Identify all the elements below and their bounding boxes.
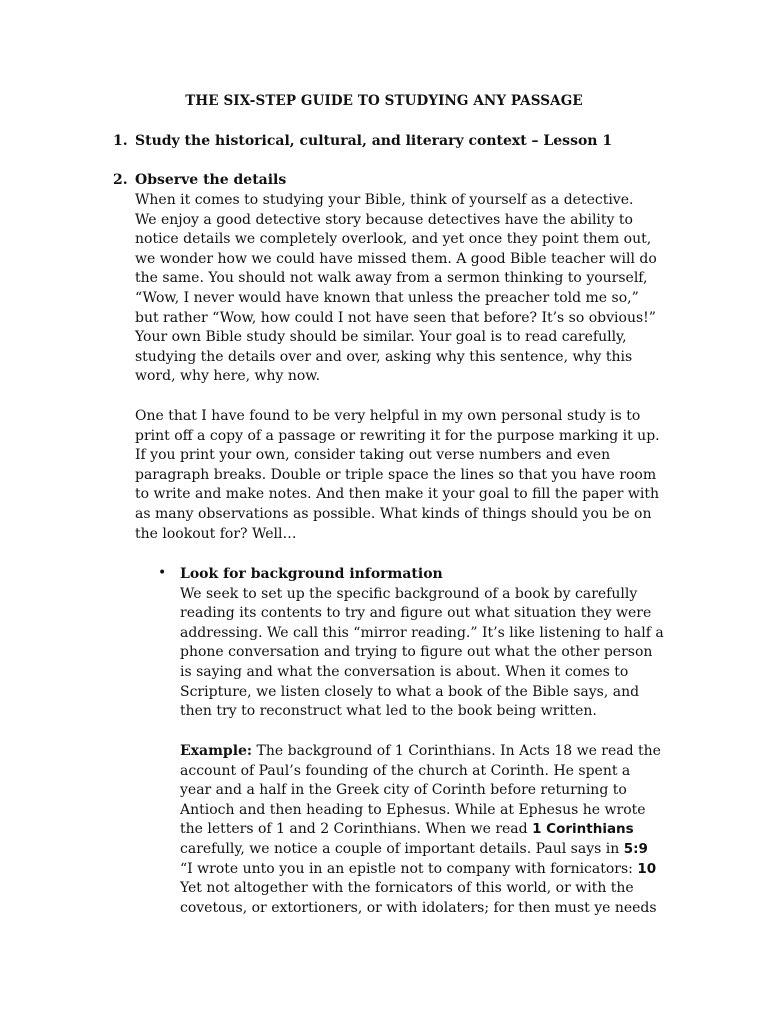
bullet-line: Scripture, we listen closely to what a book of the Bible says, and (180, 683, 640, 700)
paragraph-line: Your own Bible study should be similar. Your goal is to read carefully, (135, 329, 627, 346)
example-line: carefully, we notice a couple of important details. Paul says in 5:9 (180, 840, 648, 857)
paragraph-line: the lookout for? Well… (135, 525, 297, 542)
bullet-heading: Look for background information (180, 566, 443, 582)
example-line: Yet not altogether with the fornicators of this world, or with the (180, 880, 634, 897)
bold-verse: 10 (637, 860, 657, 877)
bullet-background-info (180, 565, 685, 722)
paragraph-line: paragraph breaks. Double or triple space the lines so that you have room (135, 466, 657, 483)
example-paragraph (180, 742, 685, 918)
paragraph-line: print off a copy of a passage or rewriting it for the purpose marking it up. (135, 427, 660, 444)
step-2-heading: Observe the details (135, 172, 287, 188)
paragraph-line: notice details we completely overlook, and yet once they point them out, (135, 231, 652, 248)
paragraph-line: as many observations as possible. What kinds of things should you be on (135, 505, 652, 522)
paragraph-line: word, why here, why now. (135, 368, 321, 385)
example-line: covetous, or extortioners, or with idolaters; for then must ye needs (180, 899, 657, 916)
example-line: “I wrote unto you in an epistle not to company with fornicators: 10 (180, 860, 657, 877)
bullet-line: We seek to set up the specific background of a book by carefully (180, 585, 638, 602)
step-1-heading: Study the historical, cultural, and literary context – Lesson 1 (135, 133, 613, 149)
bold-verse: 5:9 (623, 840, 648, 857)
example-line: year and a half in the Greek city of Corinth before returning to (180, 782, 627, 799)
paragraph-line: studying the details over and over, asking why this sentence, why this (135, 348, 633, 365)
bullet-line: is saying and what the conversation is about. When it comes to (180, 663, 629, 680)
paragraph-line: We enjoy a good detective story because detectives have the ability to (135, 211, 633, 228)
paragraph-detective (135, 191, 683, 387)
bullet-line: reading its contents to try and figure out what situation they were (180, 605, 652, 622)
paragraph-print-copy (135, 407, 683, 544)
paragraph-line: we wonder how we could have missed them. A good Bible teacher will do (135, 250, 657, 267)
bold-reference: 1 Corinthians (532, 821, 634, 838)
example-label: Example: (180, 743, 253, 759)
example-line: the letters of 1 and 2 Corinthians. When we read 1 Corinthians (180, 821, 634, 838)
step-2-number: 2. (113, 172, 128, 188)
paragraph-line: If you print your own, consider taking out verse numbers and even (135, 447, 611, 464)
bullet-line: addressing. We call this “mirror reading.” It’s like listening to half a (180, 624, 664, 641)
step-1-number: 1. (113, 133, 128, 149)
paragraph-line: the same. You should not walk away from a sermon thinking to yourself, (135, 270, 648, 287)
example-line: Antioch and then heading to Ephesus. While at Ephesus he wrote (180, 801, 646, 818)
example-line: Example: The background of 1 Corinthians. In Acts 18 we read the (180, 743, 661, 759)
paragraph-line: One that I have found to be very helpful in my own personal study is to (135, 408, 641, 424)
paragraph-line: “Wow, I never would have known that unless the preacher told me so,” (135, 289, 639, 306)
example-line: account of Paul’s founding of the church at Corinth. He spent a (180, 762, 631, 779)
bullet-marker: • (158, 565, 167, 581)
bullet-line: then try to reconstruct what led to the book being written. (180, 703, 597, 720)
page-title: THE SIX-STEP GUIDE TO STUDYING ANY PASSAGE (185, 93, 583, 109)
paragraph-line: When it comes to studying your Bible, think of yourself as a detective. (135, 192, 634, 208)
paragraph-line: to write and make notes. And then make it your goal to fill the paper with (135, 486, 659, 503)
bullet-line: phone conversation and trying to figure out what the other person (180, 644, 653, 661)
paragraph-line: but rather “Wow, how could I not have seen that before? It’s so obvious!” (135, 309, 656, 326)
